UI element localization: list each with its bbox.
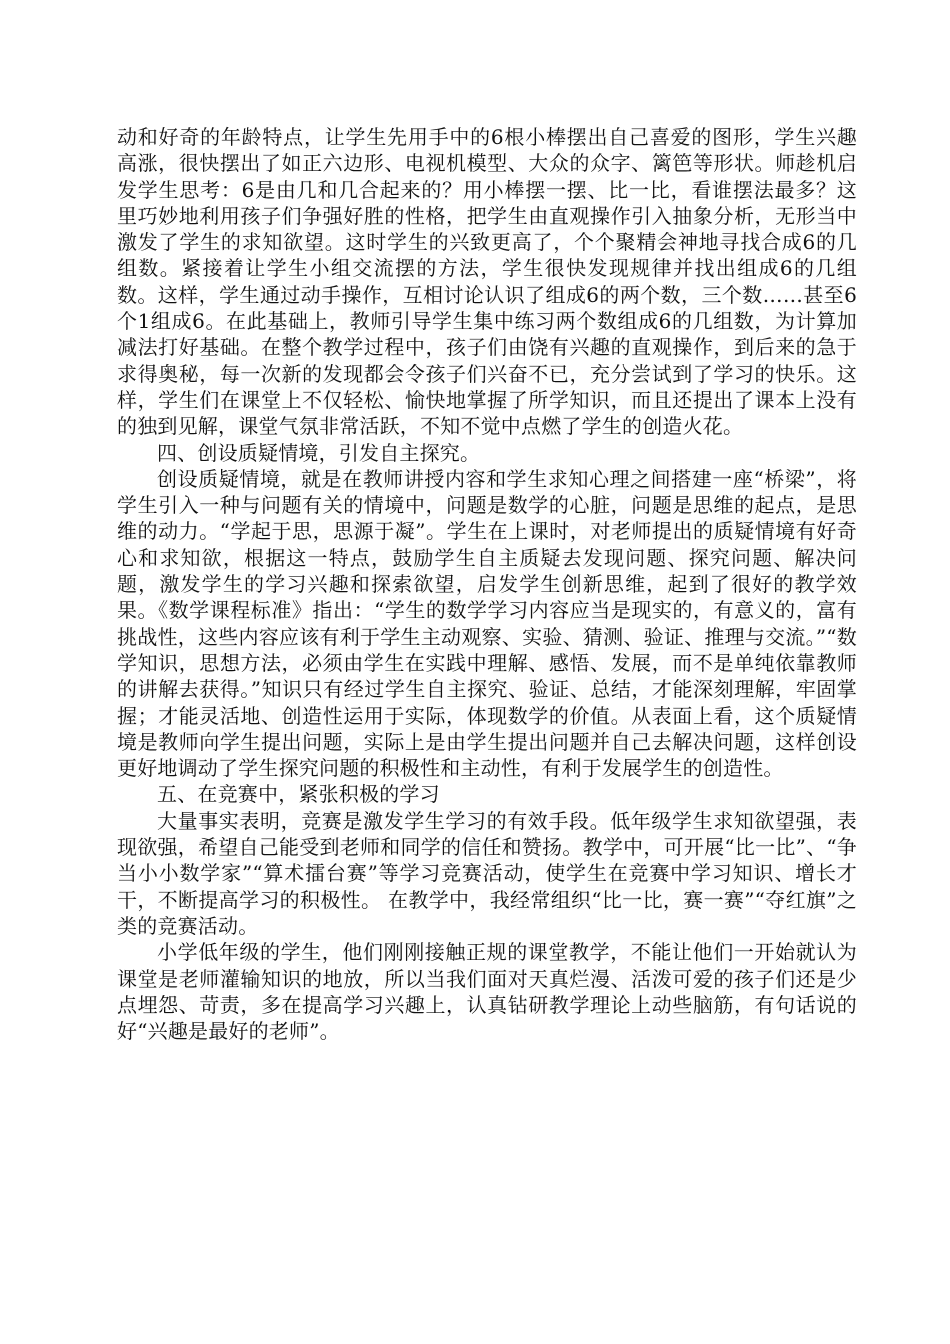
paragraph-continuation: 动和好奇的年龄特点，让学生先用手中的6根小棒摆出自己喜爱的图形，学生兴趣高涨，很快摆出了如正六边形、电视机模型、大众的众字、篱笆等形状。师趁机启发学生思考：6是由几和几合起来的？用小棒摆一摆、比一比，看谁摆法最多？这里巧妙地利用孩子们争强好胜的性格，把学生由直观操作引入抽象分析，无形当中激发了学生的求知欲望。这时学生的兴致更高了，个个聚精会神地寻找合成6的几组数。紧接着让学生小组交流摆的方法，学生很快发现规律并找出组成6的几组数。这样，学生通过动手操作，互相讨论认识了组成6的两个数，三个数……甚至6个1组成6。在此基础上，教师引导学生集中练习两个数组成6的几组数，为计算加减法打好基础。在整个教学过程中，孩子们由饶有兴趣的直观操作，到后来的急于求得奥秘，每一次新的发现都会令孩子们兴奋不已，充分尝试到了学习的快乐。这样，学生们在课堂上不仅轻松、愉快地掌握了所学知识，而且还提出了课本上没有的独到见解，课堂气氛非常活跃，不知不觉中点燃了学生的创造火花。 xyxy=(117,125,857,439)
paragraph-conclusion: 小学低年级的学生，他们刚刚接触正规的课堂教学，不能让他们一开始就认为课堂是老师灌输知识的地放，所以当我们面对天真烂漫、活泼可爱的孩子们还是少点埋怨、苛责，多在提高学习兴趣上，认真钻研教学理论上动些脑筋，有句话说的好“兴趣是最好的老师”。 xyxy=(117,940,857,1044)
paragraph-questioning-situation: 创设质疑情境，就是在教师讲授内容和学生求知心理之间搭建一座“桥梁”，将学生引入一种与问题有关的情境中，问题是数学的心脏，问题是思维的起点，是思维的动力。“学起于思，思源于凝”。学生在上课时，对老师提出的质疑情境有好奇心和求知欲，根据这一特点，鼓励学生自主质疑去发现问题、探究问题、解决问题，激发学生的学习兴趣和探索欲望，启发学生创新思维，起到了很好的教学效果。《数学课程标准》指出：“学生的数学学习内容应当是现实的，有意义的，富有挑战性，这些内容应该有利于学生主动观察、实验、猜测、验证、推理与交流。”“数学知识，思想方法，必须由学生在实践中理解、感悟、发展，而不是单纯依靠教师的讲解去获得。”知识只有经过学生自主探究、验证、总结，才能深刻理解，牢固掌握；才能灵活地、创造性运用于实际，体现数学的价值。从表面上看，这个质疑情境是教师向学生提出问题，实际上是由学生提出问题并自己去解决问题，这样创设更好地调动了学生探究问题的积极性和主动性，有利于发展学生的创造性。 xyxy=(117,466,857,781)
paragraph-competition: 大量事实表明，竞赛是激发学生学习的有效手段。低年级学生求知欲望强，表现欲强，希望自己能受到老师和同学的信任和赞扬。教学中，可开展“比一比”、“争当小小数学家”“算术擂台赛”等学习竞赛活动，使学生在竞赛中学习知识、增长才干，不断提高学习的积极性。 在教学中，我经常组织“比一比，赛一赛”“夺红旗”之类的竞赛活动。 xyxy=(117,808,857,938)
document-page xyxy=(117,124,857,1044)
section-heading-4: 四、创设质疑情境，引发自主探究。 xyxy=(157,440,481,465)
section-heading-5: 五、在竞赛中，紧张积极的学习 xyxy=(157,782,440,807)
